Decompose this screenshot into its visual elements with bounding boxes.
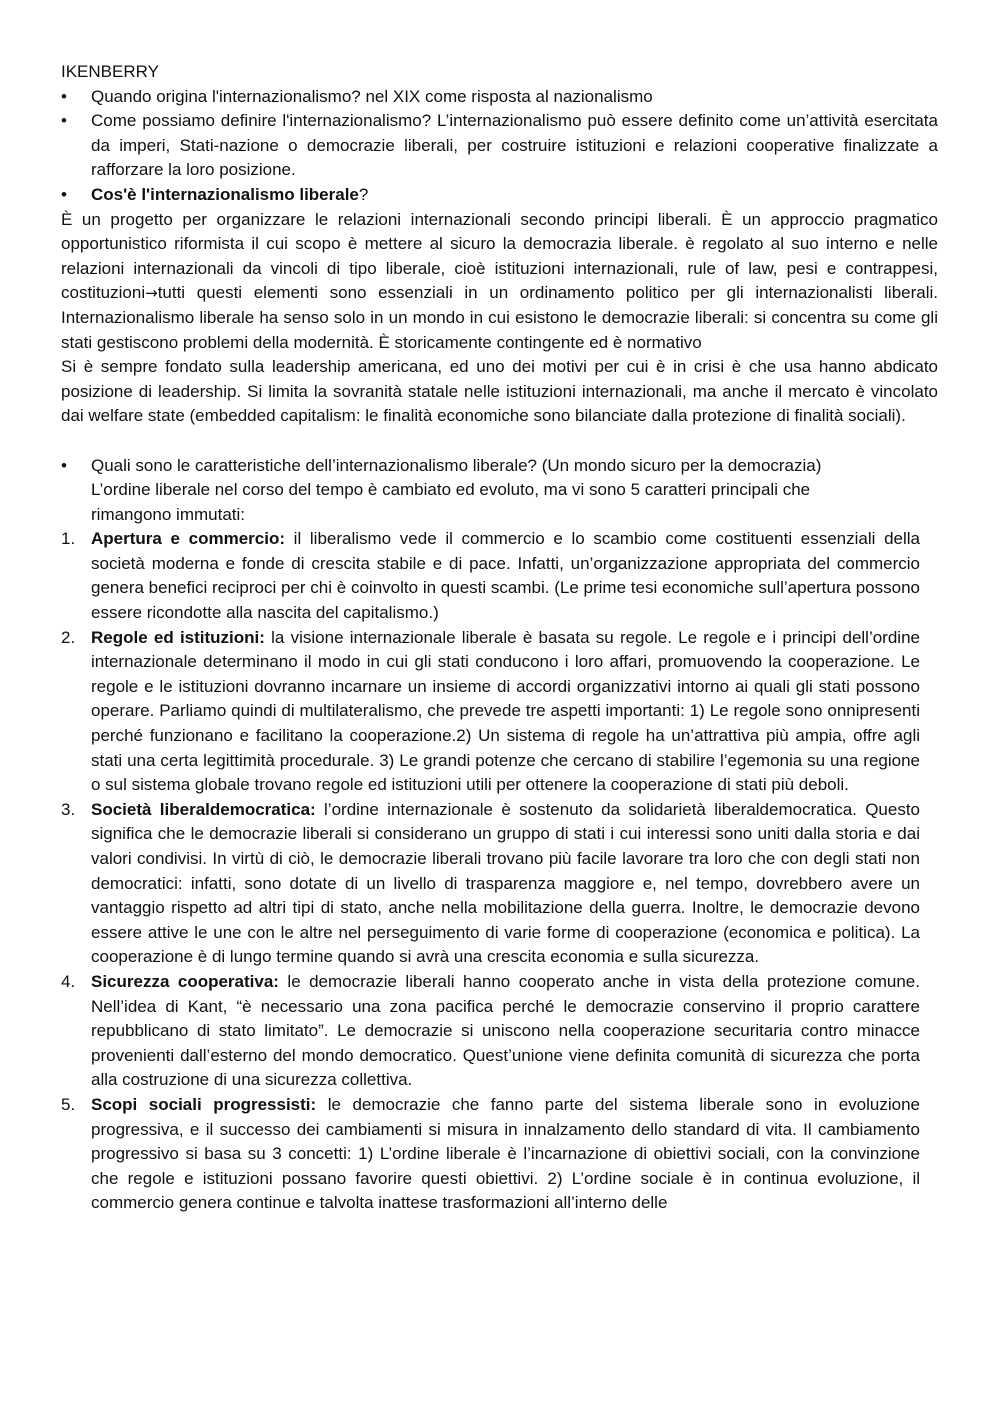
bullet-item-characteristics (61, 454, 938, 528)
list-item-text: l’ordine internazionale è sostenuto da solidarietà liberaldemocratica. Questo significa che le democrazie liberali si considerano un gruppo di stati i cui interessi sono uniti dalla storia e dai valori condivisi. In virtù di ciò, le democrazie liberali trovano più facile lavorare tra loro che con degli stati non democratici: infatti, sono dotate di un livello di trasparenza maggiore e, nel tempo, dovrebbero avere un vantaggio rispetto ad altri tipi di stato, anche nella mobilitazione della guerra. Inoltre, le democrazie devono essere attive le une con le altre nel perseguimento di varie forme di cooperazione (economica e politica). La cooperazione è di lungo termine quando si avrà una crescita economia e sulla sicurezza. (91, 799, 921, 967)
arrow-right-icon: → (145, 284, 158, 303)
blank-line (61, 429, 938, 454)
characteristics-numbered-list (61, 527, 938, 1216)
list-item-text: le democrazie che fanno parte del sistema liberale sono in evoluzione progressiva, e il successo dei cambiamenti si misura in innalzamento dello standard di vita. Il cambiamento progressivo si basa su 3 concetti: 1) L’ordine liberale è l’incarnazione di obiettivi sociali, con la convinzione che regole e istituzioni possano favorire questi obiettivi. 2) L’ordine sociale è in continua evoluzione, il commercio genera continue e talvolta inattese trasformazioni all’interno delle (91, 1094, 920, 1213)
list-item-heading: Sicurezza cooperativa: (91, 971, 279, 991)
list-item (61, 1093, 920, 1216)
list-number: 2. (61, 627, 76, 647)
characteristics-bullet-list (61, 454, 938, 528)
list-item-heading: Regole ed istituzioni: (91, 627, 265, 647)
paragraph-text: tutti questi elementi sono essenziali in un ordinamento politico per gli internazionalisti liberali. Internazionalismo liberale ha senso solo in un mondo in cui esistono le democrazie liberali: si concentra su come gli stati gestiscono problemi della modernità. È storicamente contingente ed è normativo (61, 283, 938, 352)
list-item (61, 798, 920, 970)
list-item (61, 626, 920, 798)
intro-bullet-list (61, 85, 938, 208)
list-item-text: la visione internazionale liberale è basata su regole. Le regole e i principi dell’ordine internazionale determinano il modo in cui gli stati conducono i loro affari, promuovendo la cooperazione. Le regole e le istituzioni dovranno incarnare un insieme di accordi organizzativi intorno ai quali gli stati possono operare. Parliamo quindi di multilateralismo, che prevede tre aspetti importanti: 1) Le regole sono onnipresenti perché funzionano e facilitano la cooperazione.2) Un sistema di regole ha un’attrattiva più ampia, offre agli stati una certa legittimità procedurale. 3) Le grandi potenze che cercano di stabilire l’egemonia su una regione o sul sistema globale trovano regole ed istituzioni utili per ottenere la cooperazione di stati più deboli. (91, 627, 920, 795)
document-page (61, 60, 938, 1216)
list-item-text: il liberalismo vede il commercio e lo scambio come costituenti essenziali della società moderna e fonde di crescita stabile e di pace. Infatti, un’organizzazione appropriata del commercio genera benefici reciproci per chi è coinvolto in questi scambi. (Le prime tesi economiche sull’apertura possono essere ricondotte alla nascita del capitalismo.) (91, 529, 920, 623)
bullet-text: Quando origina l'internazionalismo? nel XIX come risposta al nazionalismo (91, 86, 653, 106)
bullet-item-liberal-question (61, 183, 938, 208)
list-number: 5. (61, 1094, 76, 1114)
paragraph-american-leadership: Si è sempre fondato sulla leadership americana, ed uno dei motivi per cui è in crisi è che usa hanno abdicato posizione di leadership. Si limita la sovranità statale nelle istituzioni internazionali, ma anche il mercato è vincolato dai welfare state (embedded capitalism: le finalità economiche sono bilanciate dalla protezione di finalità sociali). (61, 357, 938, 426)
characteristics-question: • Quali sono le caratteristiche dell’internazionalismo liberale? (Un mondo sicuro per la democrazia) (91, 455, 822, 475)
list-item-heading: Società liberaldemocratica: (91, 799, 316, 819)
list-item (61, 970, 920, 1093)
list-number: 4. (61, 971, 76, 991)
list-number: 1. (61, 529, 76, 549)
paragraph-text: È un progetto per organizzare le relazioni internazionali secondo principi liberali. È un approccio pragmatico opportunistico riformista il cui scopo è mettere al sicuro la democrazia liberale. è regolato al suo interno e nelle relazioni internazionali da vincoli di tipo liberale, cioè istituzioni internazionali, rule of law, pesi e contrappesi, costituzioni (61, 209, 938, 303)
list-item (61, 527, 920, 625)
bullet-text: Come possiamo definire l'internazionalismo? L’internazionalismo può essere definito come un’attività esercitata da imperi, Stati-nazione o democrazie liberali, per costruire istituzioni e relazioni cooperative finalizzate a rafforzare la loro posizione. (91, 111, 938, 180)
bullet-item-origin (61, 85, 938, 110)
list-item-text: le democrazie liberali hanno cooperato anche in vista della protezione comune. Nell’idea di Kant, “è necessario una zona pacifica perché le democrazie conservino il proprio carattere repubblicano di stato limitato”. Le democrazie si uniscono nella cooperazione securitaria contro minacce provenienti dall’esterno del mondo democratico. Quest’unione viene definita comunità di sicurezza che porta alla costruzione di una sicurezza collettiva. (91, 971, 920, 1090)
characteristics-intro: L’ordine liberale nel corso del tempo è cambiato ed evoluto, ma vi sono 5 caratteri principali che rimangono immutati: (91, 480, 811, 524)
bullet-bold-text: Cos'è l'internazionalismo liberale (91, 184, 359, 204)
list-item-heading: Scopi sociali progressisti: (91, 1094, 317, 1114)
list-number: 3. (61, 799, 76, 819)
bullet-text: ? (358, 184, 369, 204)
paragraph-liberal-project (61, 208, 938, 356)
document-title: IKENBERRY (61, 62, 159, 81)
bullet-item-definition (61, 109, 938, 183)
list-item-heading: Apertura e commercio: (91, 529, 285, 549)
